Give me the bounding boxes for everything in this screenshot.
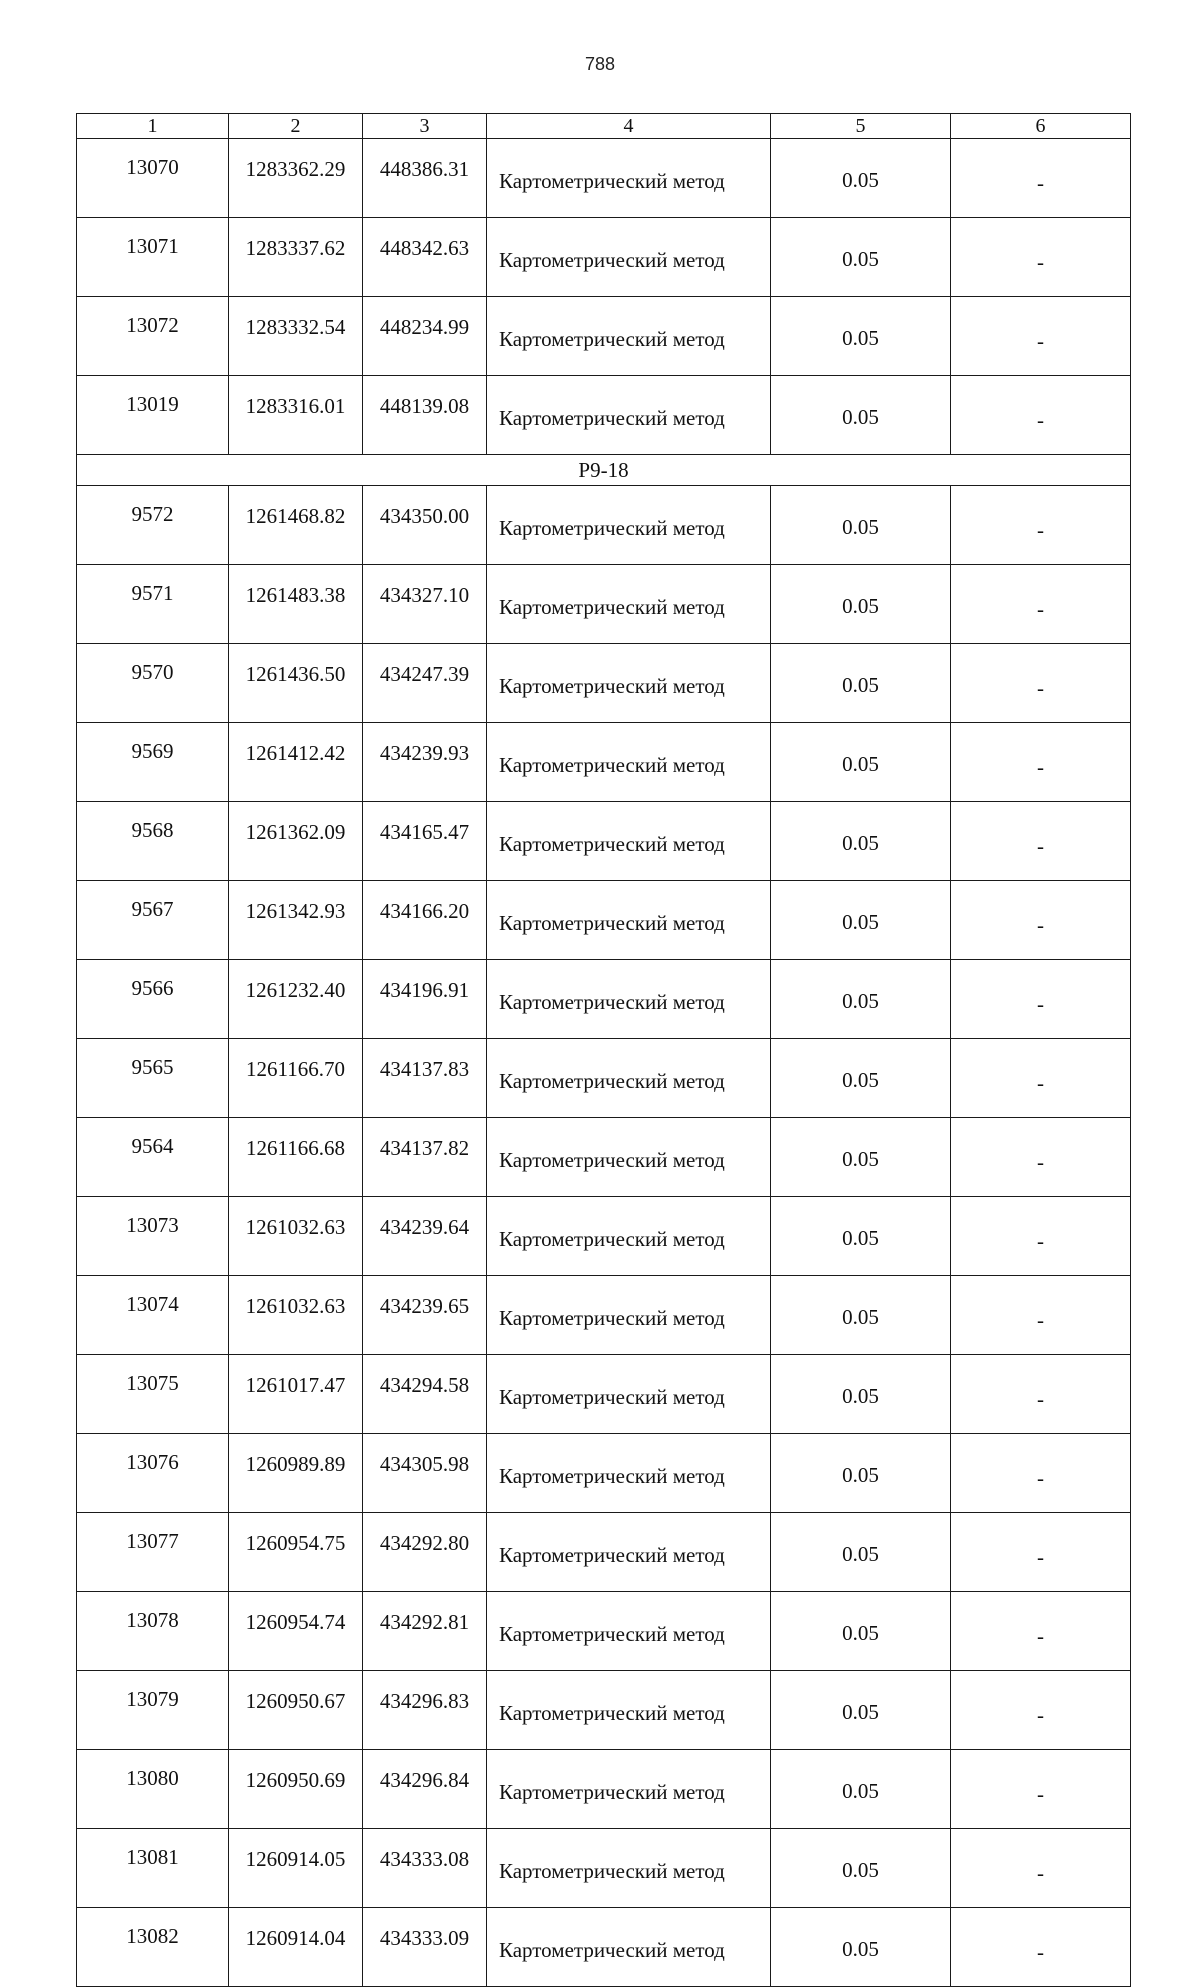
x-coordinate-cell: 1261017.47 [229,1355,363,1434]
y-coordinate-cell: 434305.98 [363,1434,487,1513]
note-cell: - [951,1829,1131,1908]
point-number-cell: 9564 [77,1118,229,1197]
table-row [77,1829,1131,1908]
point-number-cell: 13074 [77,1276,229,1355]
accuracy-cell: 0.05 [771,1750,951,1829]
column-header-6: 6 [951,114,1131,139]
table-row [77,1908,1131,1987]
note-cell: - [951,297,1131,376]
point-number-cell: 13019 [77,376,229,455]
accuracy-cell: 0.05 [771,1118,951,1197]
accuracy-cell: 0.05 [771,1829,951,1908]
accuracy-cell: 0.05 [771,1513,951,1592]
accuracy-cell: 0.05 [771,1592,951,1671]
table-row [77,486,1131,565]
accuracy-cell: 0.05 [771,881,951,960]
y-coordinate-cell: 434333.08 [363,1829,487,1908]
method-cell: Картометрический метод [487,723,771,802]
point-number-cell: 9571 [77,565,229,644]
table-row [77,1276,1131,1355]
y-coordinate-cell: 448139.08 [363,376,487,455]
column-header-1: 1 [77,114,229,139]
table-row [77,723,1131,802]
method-cell: Картометрический метод [487,376,771,455]
point-number-cell: 13082 [77,1908,229,1987]
x-coordinate-cell: 1261412.42 [229,723,363,802]
method-cell: Картометрический метод [487,486,771,565]
method-cell: Картометрический метод [487,960,771,1039]
x-coordinate-cell: 1283362.29 [229,139,363,218]
table-row [77,960,1131,1039]
point-number-cell: 13077 [77,1513,229,1592]
table-row [77,297,1131,376]
column-header-4: 4 [487,114,771,139]
table-header-row [77,114,1131,139]
accuracy-cell: 0.05 [771,376,951,455]
x-coordinate-cell: 1261166.68 [229,1118,363,1197]
y-coordinate-cell: 434239.64 [363,1197,487,1276]
method-cell: Картометрический метод [487,1118,771,1197]
y-coordinate-cell: 448234.99 [363,297,487,376]
column-header-5: 5 [771,114,951,139]
y-coordinate-cell: 434239.65 [363,1276,487,1355]
accuracy-cell: 0.05 [771,297,951,376]
note-cell: - [951,1434,1131,1513]
accuracy-cell: 0.05 [771,960,951,1039]
note-cell: - [951,1513,1131,1592]
point-number-cell: 9572 [77,486,229,565]
note-cell: - [951,1039,1131,1118]
method-cell: Картометрический метод [487,218,771,297]
note-cell: - [951,1750,1131,1829]
note-cell: - [951,644,1131,723]
method-cell: Картометрический метод [487,802,771,881]
table-row [77,644,1131,723]
y-coordinate-cell: 434239.93 [363,723,487,802]
point-number-cell: 13075 [77,1355,229,1434]
y-coordinate-cell: 434247.39 [363,644,487,723]
accuracy-cell: 0.05 [771,1039,951,1118]
note-cell: - [951,960,1131,1039]
method-cell: Картометрический метод [487,565,771,644]
y-coordinate-cell: 434327.10 [363,565,487,644]
point-number-cell: 13079 [77,1671,229,1750]
method-cell: Картометрический метод [487,881,771,960]
y-coordinate-cell: 434196.91 [363,960,487,1039]
note-cell: - [951,1908,1131,1987]
method-cell: Картометрический метод [487,1197,771,1276]
x-coordinate-cell: 1260950.69 [229,1750,363,1829]
method-cell: Картометрический метод [487,1276,771,1355]
point-number-cell: 9568 [77,802,229,881]
y-coordinate-cell: 434165.47 [363,802,487,881]
x-coordinate-cell: 1260954.74 [229,1592,363,1671]
y-coordinate-cell: 434296.83 [363,1671,487,1750]
x-coordinate-cell: 1261436.50 [229,644,363,723]
point-number-cell: 9569 [77,723,229,802]
section-label: Р9-18 [77,455,1131,486]
y-coordinate-cell: 434294.58 [363,1355,487,1434]
x-coordinate-cell: 1260914.05 [229,1829,363,1908]
x-coordinate-cell: 1260989.89 [229,1434,363,1513]
method-cell: Картометрический метод [487,1829,771,1908]
table-row [77,1750,1131,1829]
column-header-3: 3 [363,114,487,139]
column-header-2: 2 [229,114,363,139]
y-coordinate-cell: 434292.81 [363,1592,487,1671]
x-coordinate-cell: 1283316.01 [229,376,363,455]
table-row [77,881,1131,960]
table-row [77,218,1131,297]
accuracy-cell: 0.05 [771,644,951,723]
point-number-cell: 13071 [77,218,229,297]
table-row [77,1434,1131,1513]
accuracy-cell: 0.05 [771,486,951,565]
y-coordinate-cell: 434350.00 [363,486,487,565]
accuracy-cell: 0.05 [771,723,951,802]
note-cell: - [951,218,1131,297]
table-row [77,1513,1131,1592]
method-cell: Картометрический метод [487,1039,771,1118]
accuracy-cell: 0.05 [771,802,951,881]
note-cell: - [951,802,1131,881]
x-coordinate-cell: 1283332.54 [229,297,363,376]
table-row [77,1197,1131,1276]
note-cell: - [951,1671,1131,1750]
table-row [77,1671,1131,1750]
x-coordinate-cell: 1261483.38 [229,565,363,644]
x-coordinate-cell: 1260950.67 [229,1671,363,1750]
table-row [77,376,1131,455]
point-number-cell: 13078 [77,1592,229,1671]
y-coordinate-cell: 434137.83 [363,1039,487,1118]
point-number-cell: 13081 [77,1829,229,1908]
note-cell: - [951,881,1131,960]
page-number: 788 [584,54,616,74]
point-number-cell: 9566 [77,960,229,1039]
x-coordinate-cell: 1261032.63 [229,1276,363,1355]
x-coordinate-cell: 1283337.62 [229,218,363,297]
point-number-cell: 13070 [77,139,229,218]
y-coordinate-cell: 434333.09 [363,1908,487,1987]
table-row [77,1118,1131,1197]
y-coordinate-cell: 434137.82 [363,1118,487,1197]
point-number-cell: 13073 [77,1197,229,1276]
x-coordinate-cell: 1261468.82 [229,486,363,565]
method-cell: Картометрический метод [487,1513,771,1592]
method-cell: Картометрический метод [487,139,771,218]
x-coordinate-cell: 1261342.93 [229,881,363,960]
x-coordinate-cell: 1260914.04 [229,1908,363,1987]
note-cell: - [951,565,1131,644]
x-coordinate-cell: 1261166.70 [229,1039,363,1118]
note-cell: - [951,723,1131,802]
point-number-cell: 13072 [77,297,229,376]
x-coordinate-cell: 1261362.09 [229,802,363,881]
y-coordinate-cell: 434166.20 [363,881,487,960]
accuracy-cell: 0.05 [771,1908,951,1987]
table-body [77,139,1131,1987]
point-number-cell: 13076 [77,1434,229,1513]
x-coordinate-cell: 1260954.75 [229,1513,363,1592]
method-cell: Картометрический метод [487,644,771,723]
note-cell: - [951,376,1131,455]
method-cell: Картометрический метод [487,1355,771,1434]
note-cell: - [951,1197,1131,1276]
table-row [77,1039,1131,1118]
accuracy-cell: 0.05 [771,1197,951,1276]
accuracy-cell: 0.05 [771,1671,951,1750]
table-row [77,565,1131,644]
point-number-cell: 13080 [77,1750,229,1829]
method-cell: Картометрический метод [487,1908,771,1987]
coordinates-table [76,113,1131,1987]
note-cell: - [951,1118,1131,1197]
y-coordinate-cell: 448342.63 [363,218,487,297]
note-cell: - [951,1592,1131,1671]
section-header-row [77,455,1131,486]
table-row [77,802,1131,881]
point-number-cell: 9565 [77,1039,229,1118]
table-row [77,139,1131,218]
method-cell: Картометрический метод [487,1592,771,1671]
note-cell: - [951,139,1131,218]
accuracy-cell: 0.05 [771,1355,951,1434]
method-cell: Картометрический метод [487,1434,771,1513]
note-cell: - [951,486,1131,565]
x-coordinate-cell: 1261032.63 [229,1197,363,1276]
x-coordinate-cell: 1261232.40 [229,960,363,1039]
point-number-cell: 9567 [77,881,229,960]
accuracy-cell: 0.05 [771,1276,951,1355]
y-coordinate-cell: 434296.84 [363,1750,487,1829]
accuracy-cell: 0.05 [771,565,951,644]
table-row [77,1355,1131,1434]
note-cell: - [951,1355,1131,1434]
note-cell: - [951,1276,1131,1355]
y-coordinate-cell: 448386.31 [363,139,487,218]
method-cell: Картометрический метод [487,1750,771,1829]
method-cell: Картометрический метод [487,297,771,376]
y-coordinate-cell: 434292.80 [363,1513,487,1592]
accuracy-cell: 0.05 [771,218,951,297]
table-row [77,1592,1131,1671]
accuracy-cell: 0.05 [771,1434,951,1513]
accuracy-cell: 0.05 [771,139,951,218]
method-cell: Картометрический метод [487,1671,771,1750]
point-number-cell: 9570 [77,644,229,723]
